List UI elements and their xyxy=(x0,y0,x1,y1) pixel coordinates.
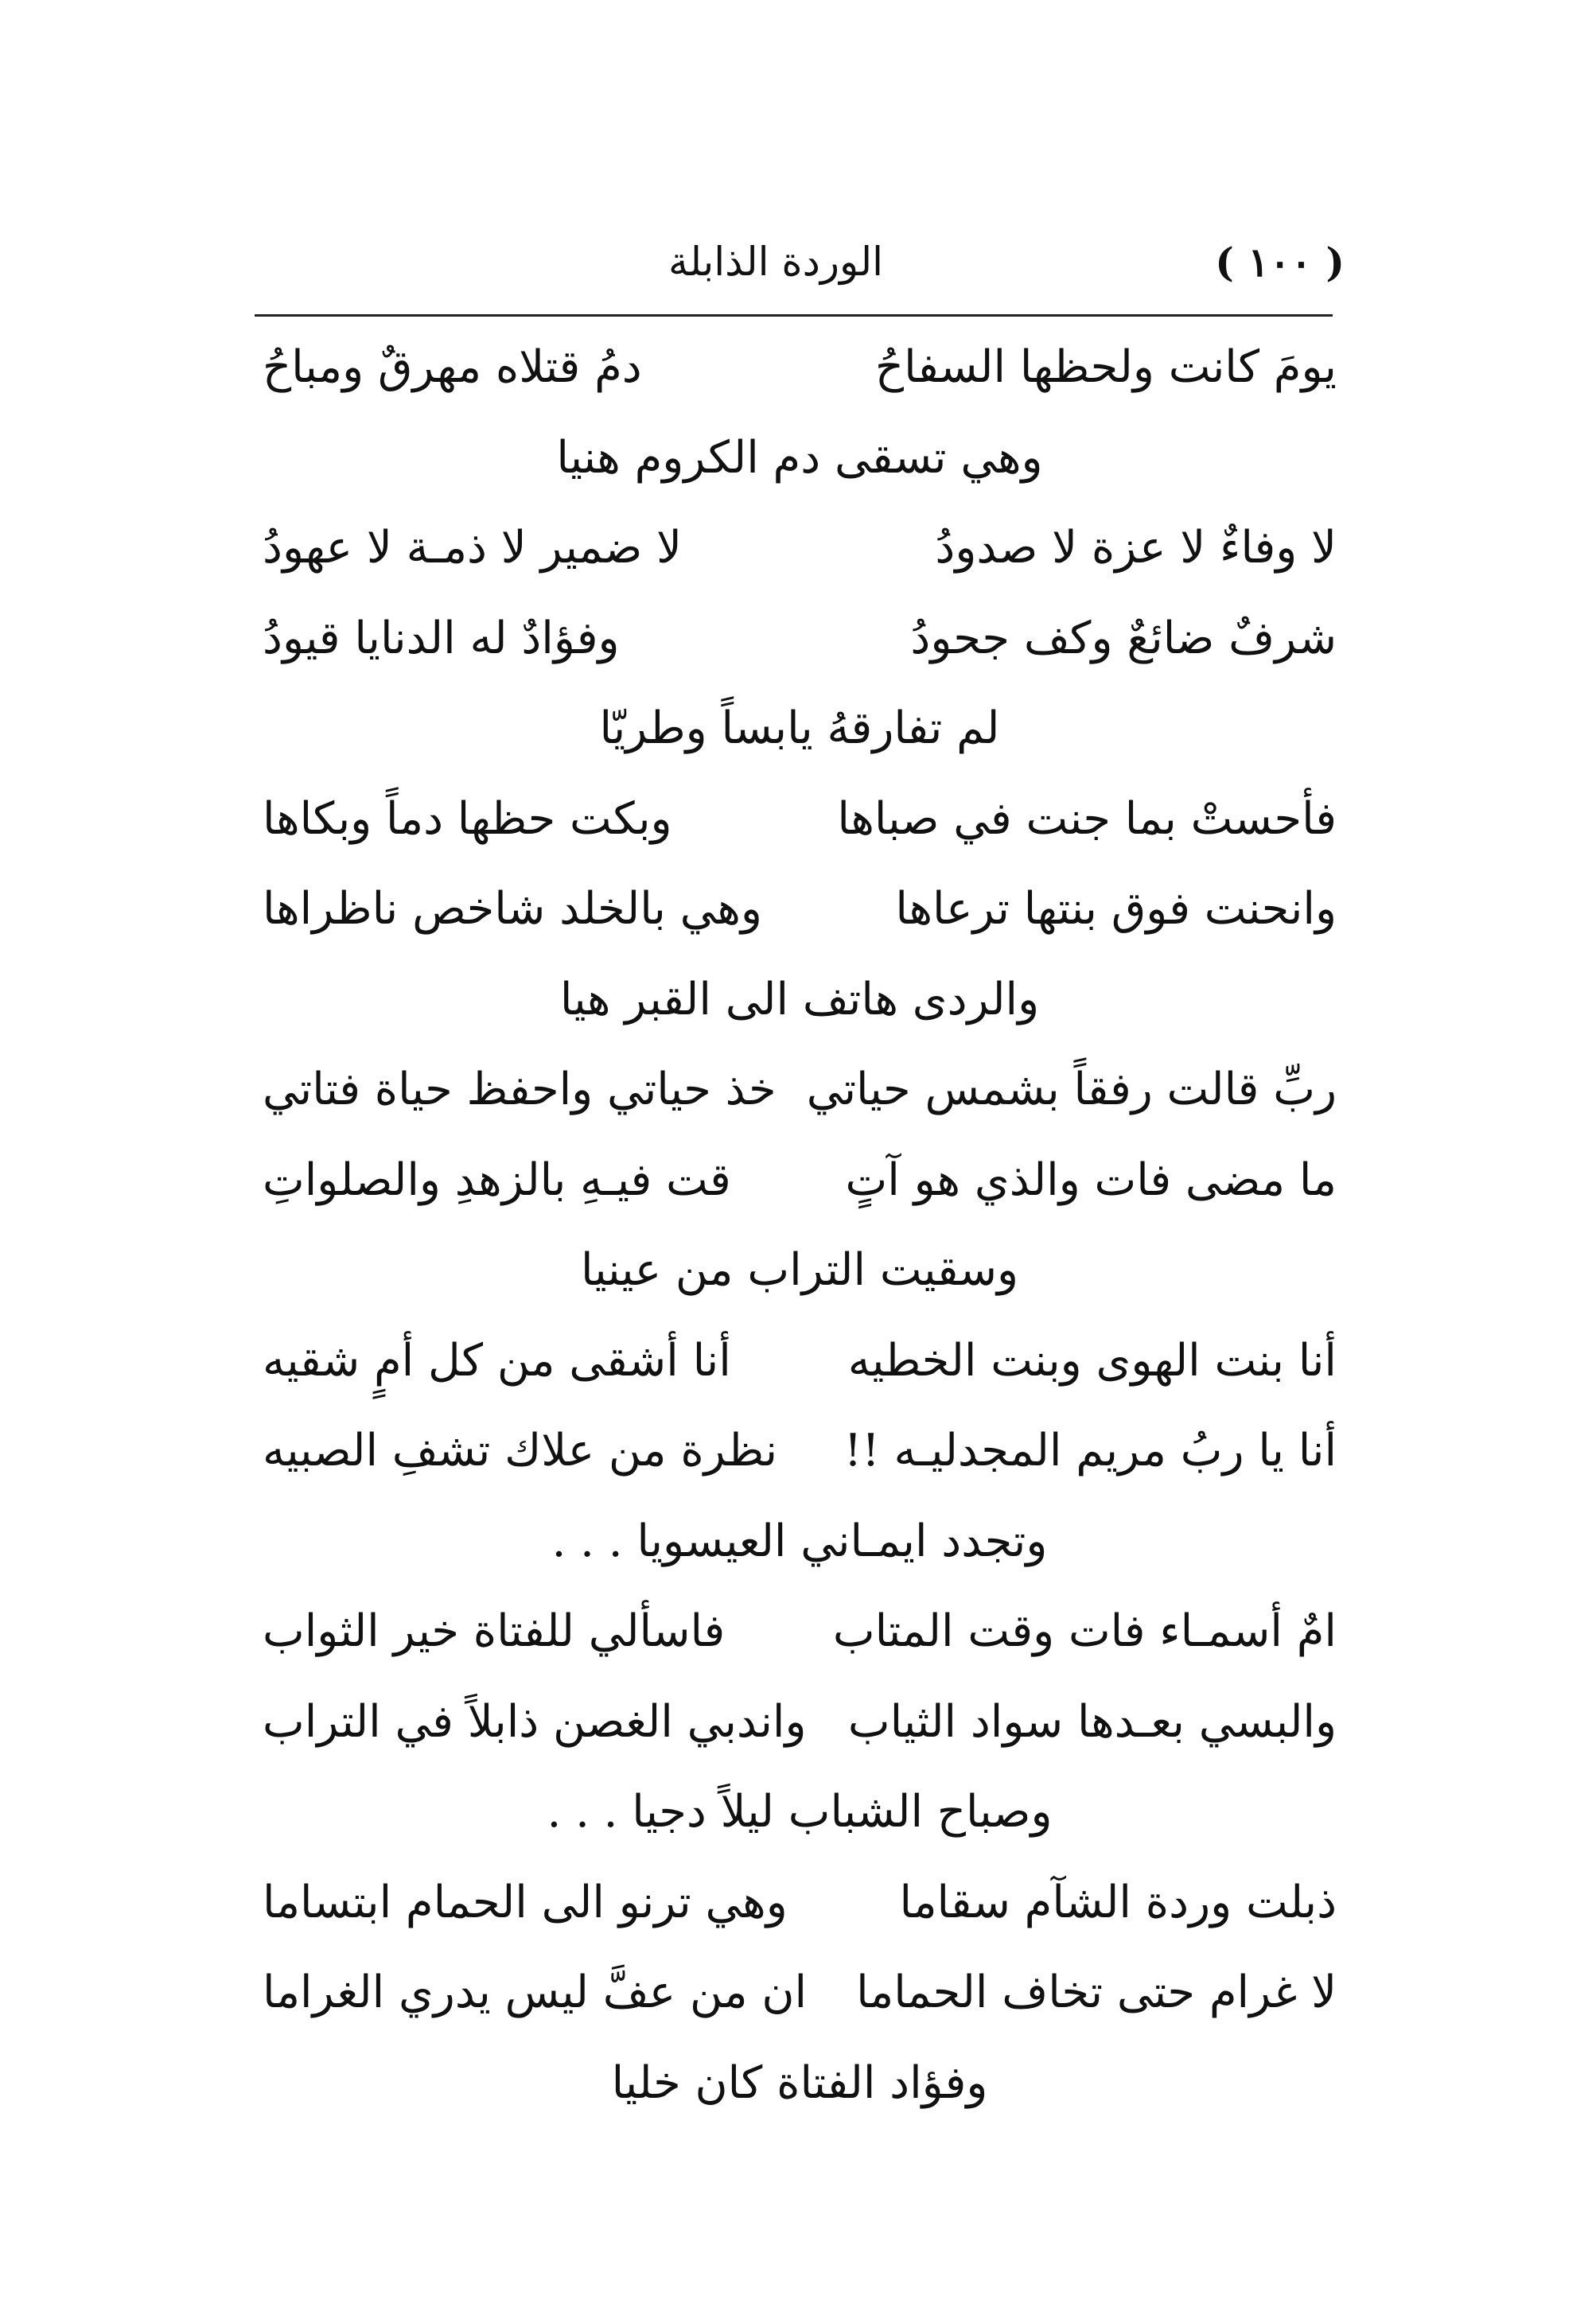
hemistich-left: أنا أشقى من كل أمٍ شقيه xyxy=(263,1334,731,1387)
hemistich-right: أنا يا ربُ مريم المجدليـه !! xyxy=(843,1425,1337,1477)
refrain-line: وتجدد ايمـاني العيسويا . . . xyxy=(551,1515,1048,1567)
verse-line xyxy=(255,1316,1345,1407)
verse-line xyxy=(255,1586,1345,1677)
verse-line xyxy=(255,1677,1345,1768)
hemistich-left: قت فيـهِ بالزهدِ والصلواتِ xyxy=(263,1154,731,1206)
verse-line xyxy=(255,864,1345,955)
hemistich-right: ربِّ قالت رفقاً بشمس حياتي xyxy=(806,1064,1337,1115)
hemistich-right: فأحستْ بما جنت في صباها xyxy=(837,792,1337,845)
header-rule xyxy=(255,314,1333,317)
hemistich-right: ذبلت وردة الشآم سقاما xyxy=(899,1876,1337,1928)
verse-line xyxy=(255,1947,1345,2038)
page-header xyxy=(255,239,1345,294)
hemistich-left: نظرة من علاك تشفِ الصبيه xyxy=(263,1425,778,1477)
hemistich-left: خذ حياتي واحفظ حياة فتاتي xyxy=(263,1064,777,1115)
hemistich-right: ما مضى فات والذي هو آتٍ xyxy=(845,1154,1337,1206)
hemistich-right: وانحنت فوق بنتها ترعاها xyxy=(895,883,1337,935)
hemistich-left: دمُ قتلاه مهرقٌ ومباحُ xyxy=(263,341,642,393)
hemistich-right: لا وفاءٌ لا عزة لا صدودُ xyxy=(935,522,1337,574)
page-number: ( ١٠٠ ) xyxy=(1215,239,1345,286)
poem-body xyxy=(255,322,1345,2128)
verse-line xyxy=(255,1406,1345,1496)
hemistich-left: واندبي الغصن ذابلاً في التراب xyxy=(263,1695,807,1748)
hemistich-left: وفؤادٌ له الدنايا قيودُ xyxy=(263,612,620,664)
verse-line xyxy=(255,322,1345,413)
refrain-line: وفؤاد الفتاة كان خليا xyxy=(611,2056,988,2109)
verse-line xyxy=(255,503,1345,593)
refrain-line: والردى هاتف الى القبر هيا xyxy=(559,973,1040,1025)
hemistich-left: وبكت حظها دماً وبكاها xyxy=(263,792,672,845)
hemistich-right: أنا بنت الهوى وبنت الخطيه xyxy=(847,1334,1337,1387)
hemistich-right: امٌ أسمـاء فات وقت المتاب xyxy=(832,1605,1337,1657)
hemistich-left: ان من عفَّ ليس يدري الغراما xyxy=(263,1967,808,2018)
refrain-line: وسقيت التراب من عينيا xyxy=(580,1244,1019,1296)
hemistich-right: شرفٌ ضائعٌ وكف جحودُ xyxy=(910,612,1337,664)
verse-line xyxy=(255,593,1345,684)
hemistich-right: يومَ كانت ولحظها السفاحُ xyxy=(874,341,1337,393)
refrain-line: وصباح الشباب ليلاً دجيا . . . xyxy=(547,1786,1053,1838)
hemistich-left: لا ضمير لا ذمـة لا عهودُ xyxy=(263,522,682,574)
hemistich-left: وهي بالخلد شاخص ناظراها xyxy=(263,883,762,935)
hemistich-right: والبسي بعـدها سواد الثياب xyxy=(847,1695,1337,1748)
refrain-line: لم تفارقهُ يابساً وطريّا xyxy=(599,702,1000,754)
hemistich-left: فاسألي للفتاة خير الثواب xyxy=(263,1605,726,1657)
verse-line xyxy=(255,1045,1345,1135)
verse-line xyxy=(255,1135,1345,1226)
verse-line xyxy=(255,1858,1345,1948)
hemistich-right: لا غرام حتى تخاف الحماما xyxy=(856,1967,1337,2018)
hemistich-left: وهي ترنو الى الحمام ابتساما xyxy=(263,1876,788,1928)
refrain-line: وهي تسقى دم الكروم هنيا xyxy=(556,431,1043,484)
running-title: الوردة الذابلة xyxy=(668,239,883,285)
verse-line xyxy=(255,774,1345,865)
